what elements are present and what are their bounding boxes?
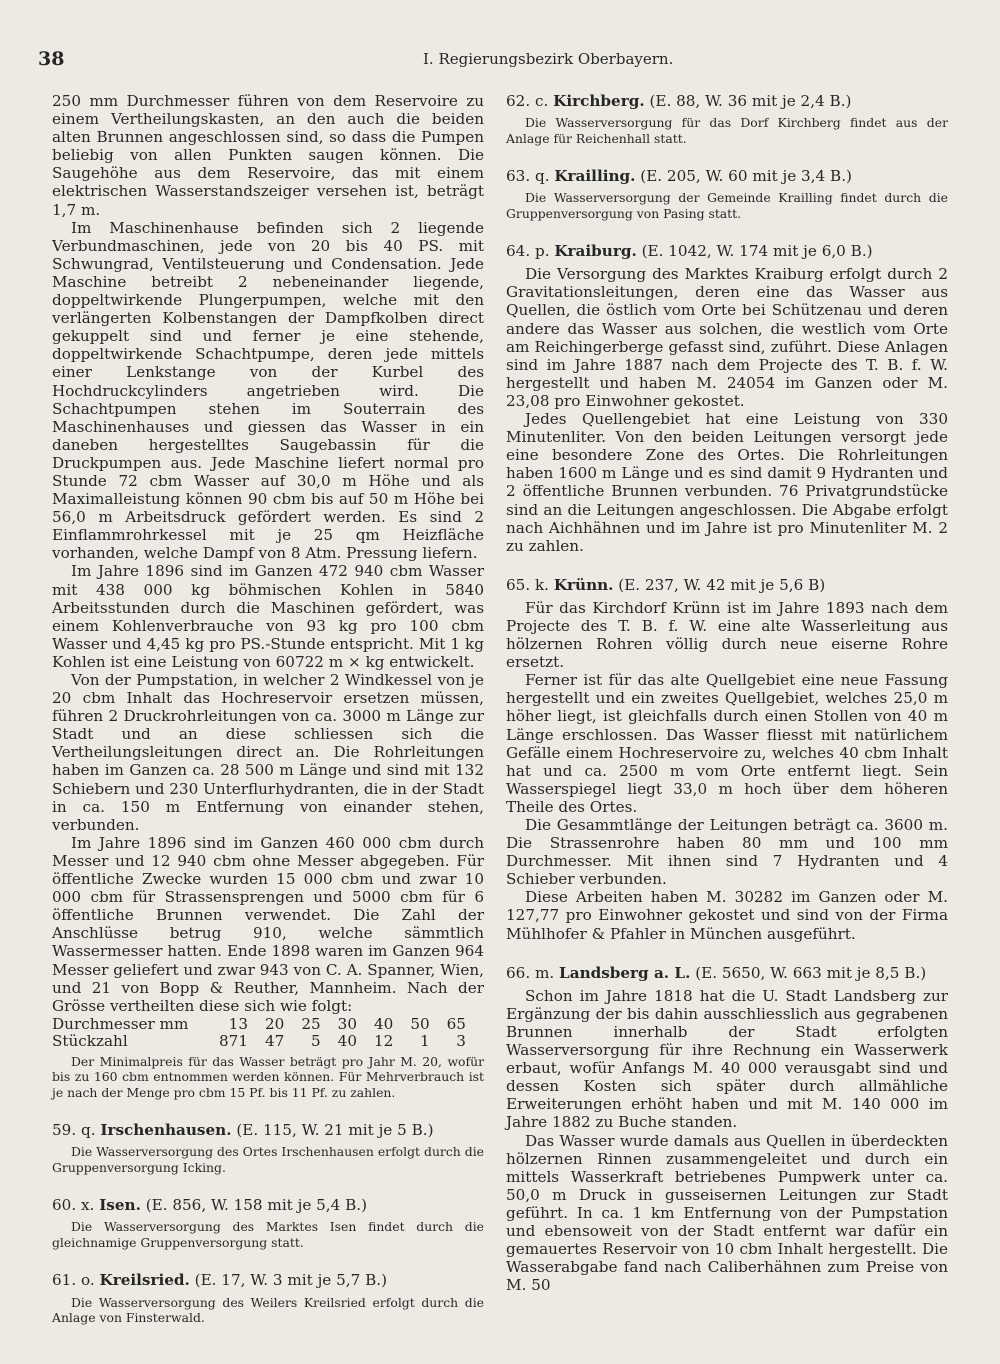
table-cell: 13	[228, 1014, 248, 1033]
paragraph: 250 mm Durchmesser führen von dem Reservoire zu einem Vertheilungskasten, an den auch die beiden alten Brunnen angeschlossen sind, so dass die Pumpen beliebig von allen Punkten saugen können. Die Saugehöhe aus dem Reservoire, das mit einem elektrischen Wasserstandszeiger versehen ist, beträgt 1,7 m.	[52, 92, 484, 219]
paragraph: Für das Kirchdorf Krünn ist im Jahre 1893 nach dem Projecte des T. B. f. W. eine alte Wasserleitung aus hölzernen Rohren völlig durch neue eiserne Rohre ersetzt.	[506, 598, 948, 672]
page-header	[38, 48, 960, 70]
paragraph: Ferner ist für das alte Quellgebiet eine neue Fassung hergestellt und ein zweites Quellgebiet, welches 25,0 m höher liegt, ist gleichfalls durch einen Stollen von 40 m Länge erschlossen. Das Wasser fliesst mit natürlichem Gefälle einem Hochreservoire zu, welches 40 cbm Inhalt hat und ca. 2500 m vom Orte entfernt liegt. Sein Wasserspiegel liegt 33,0 m hoch über dem höheren Theile des Ortes.	[506, 671, 948, 816]
paragraph: Die Gesammtlänge der Leitungen beträgt ca. 3600 m. Die Strassenrohre haben 80 mm und 100 mm Durchmesser. Mit ihnen sind 7 Hydranten und 4 Schieber verbunden.	[506, 816, 948, 889]
small-paragraph: Die Wasserversorgung für das Dorf Kirchberg findet aus der Anlage für Reichenhall statt.	[506, 115, 948, 146]
paragraph: Schon im Jahre 1818 hat die U. Stadt Landsberg zur Ergänzung der bis dahin ausschliesslich aus gegrabenen Brunnen innerhalb der Stadt erfolgten Wasserversorgung für ihre Rechnung ein Wasserwerk erbaut, wofür Anfangs M. 40 000 verausgabt sind und dessen Kosten sich später durch allmähliche Erweiterungen erhöht haben und mit M. 140 000 im Jahre 1882 zu Buche standen.	[506, 986, 948, 1132]
table-cell: 40	[337, 1031, 357, 1050]
table-row	[52, 1016, 466, 1033]
table-cell: 1	[419, 1031, 430, 1050]
right-column	[506, 92, 948, 1294]
table-cell: 50	[410, 1014, 430, 1033]
small-paragraph: Die Wasserversorgung des Marktes Isen findet durch die gleichnamige Gruppenversorgung statt.	[52, 1219, 484, 1250]
meter-size-table	[52, 1016, 466, 1050]
table-cell: 871	[219, 1031, 248, 1050]
table-cell: 30	[337, 1014, 357, 1033]
section-heading-59: 59. q. Irschenhausen. (E. 115, W. 21 mit je 5 B.)	[52, 1121, 434, 1140]
section-heading-63: 63. q. Krailling. (E. 205, W. 60 mit je 3,4 B.)	[506, 167, 852, 186]
paragraph: Jedes Quellengebiet hat eine Leistung von 330 Minutenliter. Von den beiden Leitungen versorgt jede eine besondere Zone des Ortes. Die Rohrleitungen haben 1600 m Länge und es sind damit 9 Hydranten und 2 öffentliche Brunnen verbunden. 76 Privatgrundstücke sind an die Leitungen angeschlossen. Die Abgabe erfolgt nach Aichhähnen und im Jahre ist pro Minutenliter M. 2 zu zahlen.	[506, 410, 948, 555]
table-cell: 65	[446, 1014, 466, 1033]
paragraph: Im Maschinenhause befinden sich 2 liegende Verbundmaschinen, jede von 20 bis 40 PS. mit Schwungrad, Ventilsteuerung und Condensation. Jede Maschine betreibt 2 nebeneinander liegende, doppeltwirkende Plungerpumpen, welche mit den verlängerten Kolbenstangen der Dampfkolben direct gekuppelt sind und ferner je eine stehende, doppeltwirkende Schachtpumpe, deren jede mittels einer Lenkstange von der Kurbel des Hochdruckcylinders angetrieben wird. Die Schachtpumpen stehen im Souterrain des Maschinenhauses und giessen das Wasser in ein daneben hergestelltes Saugebassin für die Druckpumpen aus. Jede Maschine liefert normal pro Stunde 72 cbm Wasser auf 30,0 m Höhe und als Maximalleistung können 90 cbm bis auf 50 m Höhe bei 56,0 m Arbeitsdruck gefördert werden. Es sind 2 Einflammrohrkessel mit je 25 qm Heizfläche vorhanden, welche Dampf von 8 Atm. Pressung liefern.	[52, 218, 484, 563]
left-column	[52, 92, 484, 1326]
paragraph: Das Wasser wurde damals aus Quellen in überdeckten hölzernen Rinnen zusammengeleitet und durch ein mittels Wasserkraft betriebenes Pumpwerk unter ca. 50,0 m Druck in gusseisernen Leitungen zur Stadt geführt. In ca. 1 km Entfernung von der Pumpstation und ebensoweit von der Stadt entfernt war dafür ein gemauertes Reservoir von 10 cbm Inhalt hergestellt. Die Wasserabgabe fand nach Caliberhähnen zum Preise von M. 50	[506, 1131, 948, 1295]
small-paragraph: Der Minimalpreis für das Wasser beträgt pro Jahr M. 20, wofür bis zu 160 cbm entnommen werden können. Für Mehrverbrauch ist je nach der Menge pro cbm 15 Pf. bis 11 Pf. zu zahlen.	[52, 1053, 484, 1100]
section-heading-61: 61. o. Kreilsried. (E. 17, W. 3 mit je 5,7 B.)	[52, 1271, 387, 1290]
section-heading-64: 64. p. Kraiburg. (E. 1042, W. 174 mit je 6,0 B.)	[506, 242, 873, 261]
table-cell: 25	[301, 1014, 321, 1033]
page-number: 38	[38, 48, 65, 70]
section-heading-66: 66. m. Landsberg a. L. (E. 5650, W. 663 mit je 8,5 B.)	[506, 963, 927, 982]
paragraph: Im Jahre 1896 sind im Ganzen 472 940 cbm Wasser mit 438 000 kg böhmischen Kohlen in 5840 Arbeitsstunden durch die Maschinen gefördert, was einem Kohlenverbrauche von 93 kg pro 100 cbm Wasser und 4,45 kg pro PS.-Stunde entspricht. Mit 1 kg Kohlen ist eine Leistung von 60722 m × kg entwickelt.	[52, 562, 484, 671]
table-cell: 20	[265, 1014, 285, 1033]
table-row	[52, 1033, 466, 1050]
small-paragraph: Die Wasserversorgung des Weilers Kreilsried erfolgt durch die Anlage von Finsterwald.	[52, 1294, 484, 1326]
table-cell: 40	[373, 1014, 394, 1033]
table-cell: 12	[373, 1031, 394, 1050]
running-title: I. Regierungsbezirk Oberbayern.	[423, 50, 674, 68]
table-cell: 5	[310, 1031, 321, 1050]
small-paragraph: Die Wasserversorgung der Gemeinde Krailling findet durch die Gruppenversorgung von Pasing statt.	[506, 190, 948, 221]
paragraph: Diese Arbeiten haben M. 30282 im Ganzen oder M. 127,77 pro Einwohner gekostet und sind von der Firma Mühlhofer & Pfahler in München ausgeführt.	[506, 888, 948, 943]
table-cell: 3	[456, 1031, 466, 1050]
paragraph: Von der Pumpstation, in welcher 2 Windkessel von je 20 cbm Inhalt das Hochreservoir ersetzen müssen, führen 2 Druckrohrleitungen von ca. 3000 m Länge zur Stadt und an diese schliessen sich die Vertheilungsleitungen direct an. Die Rohrleitungen haben im Ganzen ca. 28 500 m Länge und sind mit 132 Schiebern und 230 Unterflurhydranten, die in der Stadt in ca. 150 m Entfernung von einander stehen, verbunden.	[52, 671, 484, 834]
section-heading-62: 62. c. Kirchberg. (E. 88, W. 36 mit je 2,4 B.)	[506, 92, 852, 110]
row-label: Durchmesser mm	[52, 1014, 189, 1033]
section-heading-60: 60. x. Isen. (E. 856, W. 158 mit je 5,4 B.)	[52, 1196, 368, 1215]
small-paragraph: Die Wasserversorgung des Ortes Irschenhausen erfolgt durch die Gruppenversorgung Icking.	[52, 1144, 484, 1175]
section-heading-65: 65. k. Krünn. (E. 237, W. 42 mit je 5,6 B)	[506, 575, 826, 594]
table-cell: 47	[265, 1031, 285, 1050]
row-label: Stückzahl	[52, 1031, 128, 1050]
paragraph: Im Jahre 1896 sind im Ganzen 460 000 cbm durch Messer und 12 940 cbm ohne Messer abgegeben. Für öffentliche Zwecke wurden 15 000 cbm und zwar 10 000 cbm für Strassensprengen und 5000 cbm für 6 öffentliche Brunnen verwendet. Die Zahl der Anschlüsse betrug 910, welche sämmtlich Wassermesser hatten. Ende 1898 waren im Ganzen 964 Messer geliefert und zwar 943 von C. A. Spanner, Wien, und 21 von Bopp & Reuther, Mannheim. Nach der Grösse vertheilten diese sich wie folgt:	[52, 833, 484, 1015]
paragraph: Die Versorgung des Marktes Kraiburg erfolgt durch 2 Gravitationsleitungen, deren eine das Wasser aus Quellen, die östlich vom Orte bei Schützenau und deren andere das Wasser aus solchen, die westlich vom Orte am Reichingerberge gefasst sind, zuführt. Diese Anlagen sind im Jahre 1887 nach dem Projecte des T. B. f. W. hergestellt und haben M. 24054 im Ganzen oder M. 23,08 pro Einwohner gekostet.	[506, 265, 948, 410]
